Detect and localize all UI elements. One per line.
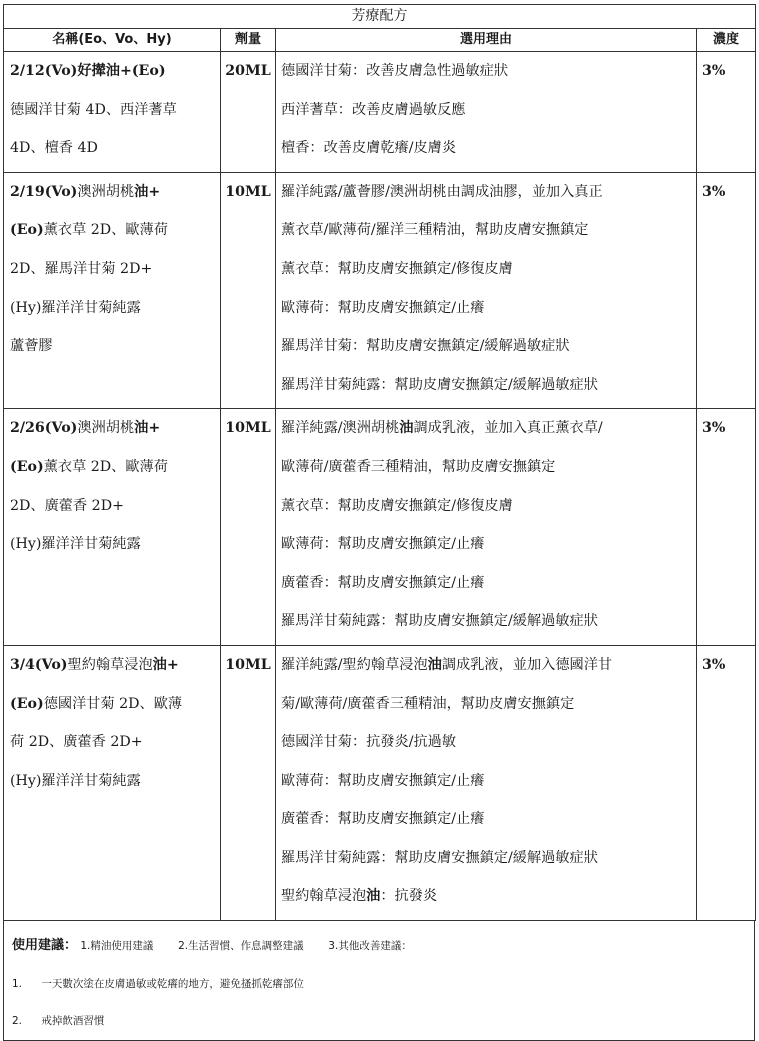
- text-segment: 羅馬洋甘菊純露：幫助皮膚安撫鎮定/緩解過敏症狀: [281, 849, 598, 866]
- aromatherapy-table: [3, 4, 756, 921]
- text-segment: 檀香：改善皮膚乾癢/皮膚炎: [281, 140, 457, 157]
- note-number-1: 1.: [12, 978, 23, 991]
- recipe-reason-line: [276, 766, 696, 805]
- recipe-concentration-cell: [697, 172, 756, 409]
- text-segment: 西洋蓍草：改善皮膚過敏反應: [281, 101, 466, 118]
- text-segment: 德國洋甘菊 4D、西洋蓍草: [10, 101, 177, 118]
- recipe-reason-line: [276, 491, 696, 530]
- text-segment: (Eo): [10, 458, 44, 475]
- text-segment: 2/26(Vo): [10, 420, 78, 437]
- text-segment: 10ML: [225, 183, 271, 200]
- recipe-name-line: [4, 133, 220, 172]
- note-text-1: 一天數次塗在皮膚過敏或乾癢的地方，避免搔抓乾癢部位: [41, 978, 304, 991]
- recipe-concentration-cell: [697, 409, 756, 646]
- note-number-2: 2.: [12, 1015, 23, 1028]
- usage-notes: [3, 921, 755, 1041]
- text-segment: 油+: [134, 183, 161, 200]
- recipe-reason-line: [276, 293, 696, 332]
- recipe-reason-line: [276, 452, 696, 491]
- text-segment: 羅洋純露/蘆薈膠/澳洲胡桃由調成油膠，並加入真正: [281, 183, 603, 200]
- recipe-name-cell: [4, 409, 221, 646]
- text-segment: 4D、檀香 4D: [10, 140, 98, 157]
- text-segment: 羅馬洋甘菊純露：幫助皮膚安撫鎮定/緩解過敏症狀: [281, 613, 598, 630]
- text-segment: 10ML: [225, 656, 271, 673]
- recipe-reason-cell: [276, 645, 697, 920]
- recipe-reason-line: [276, 650, 696, 689]
- text-segment: 3%: [702, 656, 726, 673]
- text-segment: 菊/歐薄荷/廣藿香三種精油，幫助皮膚安撫鎮定: [281, 695, 575, 712]
- text-segment: 歐薄荷：幫助皮膚安撫鎮定/止癢: [281, 772, 485, 789]
- text-segment: 油: [427, 656, 442, 673]
- text-segment: 蘆薈膠: [10, 338, 53, 355]
- text-segment: 3%: [702, 183, 726, 200]
- recipe-concentration: [697, 56, 755, 95]
- recipe-name-cell: [4, 52, 221, 173]
- recipe-concentration-cell: [697, 52, 756, 173]
- recipe-name-line: [4, 689, 220, 728]
- recipe-reason-line: [276, 331, 696, 370]
- text-segment: 油+: [134, 420, 161, 437]
- table-title: 芳療配方: [4, 5, 756, 29]
- header-concentration: 濃度: [697, 29, 756, 52]
- recipe-name-line: [4, 452, 220, 491]
- recipe-reason-line: [276, 804, 696, 843]
- recipe-reason-line: [276, 843, 696, 882]
- header-name: 名稱(Eo、Vo、Hy): [4, 29, 221, 52]
- usage-category-3: 3.其他改善建議：: [328, 940, 412, 953]
- text-segment: 德國洋甘菊：抗發炎/抗過敏: [281, 734, 457, 751]
- text-segment: 調成乳液，並加入德國洋甘: [441, 656, 613, 673]
- recipe-reason-line: [276, 56, 696, 95]
- note-text-2: 戒掉飲酒習慣: [41, 1015, 105, 1028]
- text-segment: 薰衣草：幫助皮膚安撫鎮定/修復皮膚: [281, 260, 513, 277]
- text-segment: 2/12(Vo)好撵油+(Eo): [10, 63, 166, 79]
- recipe-name-line: [4, 95, 220, 134]
- text-segment: 3%: [702, 420, 726, 437]
- recipe-dose-cell: [221, 52, 276, 173]
- recipe-reason-line: [276, 727, 696, 766]
- text-segment: 2D、羅馬洋甘菊 2D+: [10, 260, 153, 277]
- text-segment: 10ML: [225, 420, 271, 437]
- recipe-reason-line: [276, 215, 696, 254]
- recipe-name-line: [4, 56, 220, 95]
- recipe-dose-cell: [221, 409, 276, 646]
- recipe-row: [4, 172, 756, 409]
- recipe-row: [4, 52, 756, 173]
- recipe-reason-line: [276, 529, 696, 568]
- recipe-name-line: [4, 727, 220, 766]
- recipe-reason-cell: [276, 172, 697, 409]
- text-segment: (Hy)羅洋洋甘菊純露: [10, 772, 141, 789]
- text-segment: 廣藿香：幫助皮膚安撫鎮定/止癢: [281, 811, 485, 828]
- recipe-reason-line: [276, 568, 696, 607]
- usage-category-1: 1.精油使用建議: [80, 940, 154, 953]
- text-segment: 油: [399, 420, 414, 437]
- recipe-reason-line: [276, 95, 696, 134]
- text-segment: 薰衣草：幫助皮膚安撫鎮定/修復皮膚: [281, 497, 513, 514]
- text-segment: 聖約翰草浸泡: [281, 888, 367, 905]
- text-segment: 荷 2D、廣藿香 2D+: [10, 734, 143, 751]
- text-segment: 羅洋純露/聖約翰草浸泡: [281, 656, 428, 673]
- recipe-name-cell: [4, 645, 221, 920]
- recipe-reason-cell: [276, 52, 697, 173]
- text-segment: (Eo): [10, 695, 44, 712]
- recipe-dose-cell: [221, 172, 276, 409]
- recipe-reason-cell: [276, 409, 697, 646]
- header-reason: 選用理由: [276, 29, 697, 52]
- text-segment: 澳洲胡桃: [77, 183, 135, 200]
- text-segment: 德國洋甘菊：改善皮膚急性過敏症狀: [281, 63, 509, 79]
- recipe-dose-cell: [221, 645, 276, 920]
- text-segment: 廣藿香：幫助皮膚安撫鎮定/止癢: [281, 574, 485, 591]
- recipe-name-line: [4, 650, 220, 689]
- recipe-name-line: [4, 254, 220, 293]
- usage-category-2: 2.生活習慣、作息調整建議: [178, 940, 304, 953]
- text-segment: (Hy)羅洋洋甘菊純露: [10, 536, 141, 553]
- recipe-dose: [221, 650, 275, 689]
- recipe-row: [4, 645, 756, 920]
- text-segment: 3%: [702, 63, 726, 79]
- recipe-name-line: [4, 413, 220, 452]
- recipe-dose: [221, 177, 275, 216]
- text-segment: 歐薄荷：幫助皮膚安撫鎮定/止癢: [281, 299, 485, 316]
- recipe-name-line: [4, 529, 220, 568]
- recipe-concentration: [697, 650, 755, 689]
- text-segment: 澳洲胡桃: [77, 420, 135, 437]
- text-segment: 歐薄荷：幫助皮膚安撫鎮定/止癢: [281, 536, 485, 553]
- recipe-name-line: [4, 177, 220, 216]
- recipe-name-line: [4, 293, 220, 332]
- recipe-reason-line: [276, 133, 696, 172]
- text-segment: 歐薄荷/廣藿香三種精油，幫助皮膚安撫鎮定: [281, 458, 556, 475]
- recipe-dose: [221, 413, 275, 452]
- text-segment: 2/19(Vo): [10, 183, 78, 200]
- recipe-reason-line: [276, 413, 696, 452]
- header-dose: 劑量: [221, 29, 276, 52]
- text-segment: 聖約翰草浸泡: [67, 656, 153, 673]
- recipe-concentration-cell: [697, 645, 756, 920]
- recipe-reason-line: [276, 370, 696, 409]
- text-segment: 薰衣草 2D、歐薄荷: [43, 458, 168, 475]
- recipe-reason-line: [276, 689, 696, 728]
- text-segment: 羅馬洋甘菊純露：幫助皮膚安撫鎮定/緩解過敏症狀: [281, 376, 598, 393]
- text-segment: 油+: [152, 656, 179, 673]
- text-segment: 薰衣草/歐薄荷/羅洋三種精油，幫助皮膚安撫鎮定: [281, 222, 589, 239]
- text-segment: 3/4(Vo): [10, 656, 68, 673]
- recipe-name-line: [4, 491, 220, 530]
- text-segment: 油: [366, 888, 381, 905]
- text-segment: 羅洋純露/澳洲胡桃: [281, 420, 400, 437]
- recipe-reason-line: [276, 177, 696, 216]
- text-segment: 德國洋甘菊 2D、歐薄: [43, 695, 183, 712]
- text-segment: ：抗發炎: [380, 888, 438, 905]
- recipe-concentration: [697, 413, 755, 452]
- recipe-dose: [221, 56, 275, 95]
- recipe-reason-line: [276, 881, 696, 920]
- text-segment: (Hy)羅洋洋甘菊純露: [10, 299, 141, 316]
- recipe-name-line: [4, 331, 220, 370]
- usage-title: 使用建議：: [12, 938, 78, 954]
- recipe-concentration: [697, 177, 755, 216]
- text-segment: 調成乳液，並加入真正薰衣草/: [413, 420, 603, 437]
- text-segment: 20ML: [225, 63, 271, 79]
- text-segment: 薰衣草 2D、歐薄荷: [43, 222, 168, 239]
- recipe-row: [4, 409, 756, 646]
- text-segment: 羅馬洋甘菊：幫助皮膚安撫鎮定/緩解過敏症狀: [281, 338, 570, 355]
- text-segment: (Eo): [10, 222, 44, 239]
- text-segment: 2D、廣藿香 2D+: [10, 497, 124, 514]
- recipe-reason-line: [276, 254, 696, 293]
- formula-sheet: [3, 4, 755, 1041]
- recipe-name-line: [4, 215, 220, 254]
- recipe-name-line: [4, 766, 220, 805]
- recipe-name-cell: [4, 172, 221, 409]
- recipe-reason-line: [276, 606, 696, 645]
